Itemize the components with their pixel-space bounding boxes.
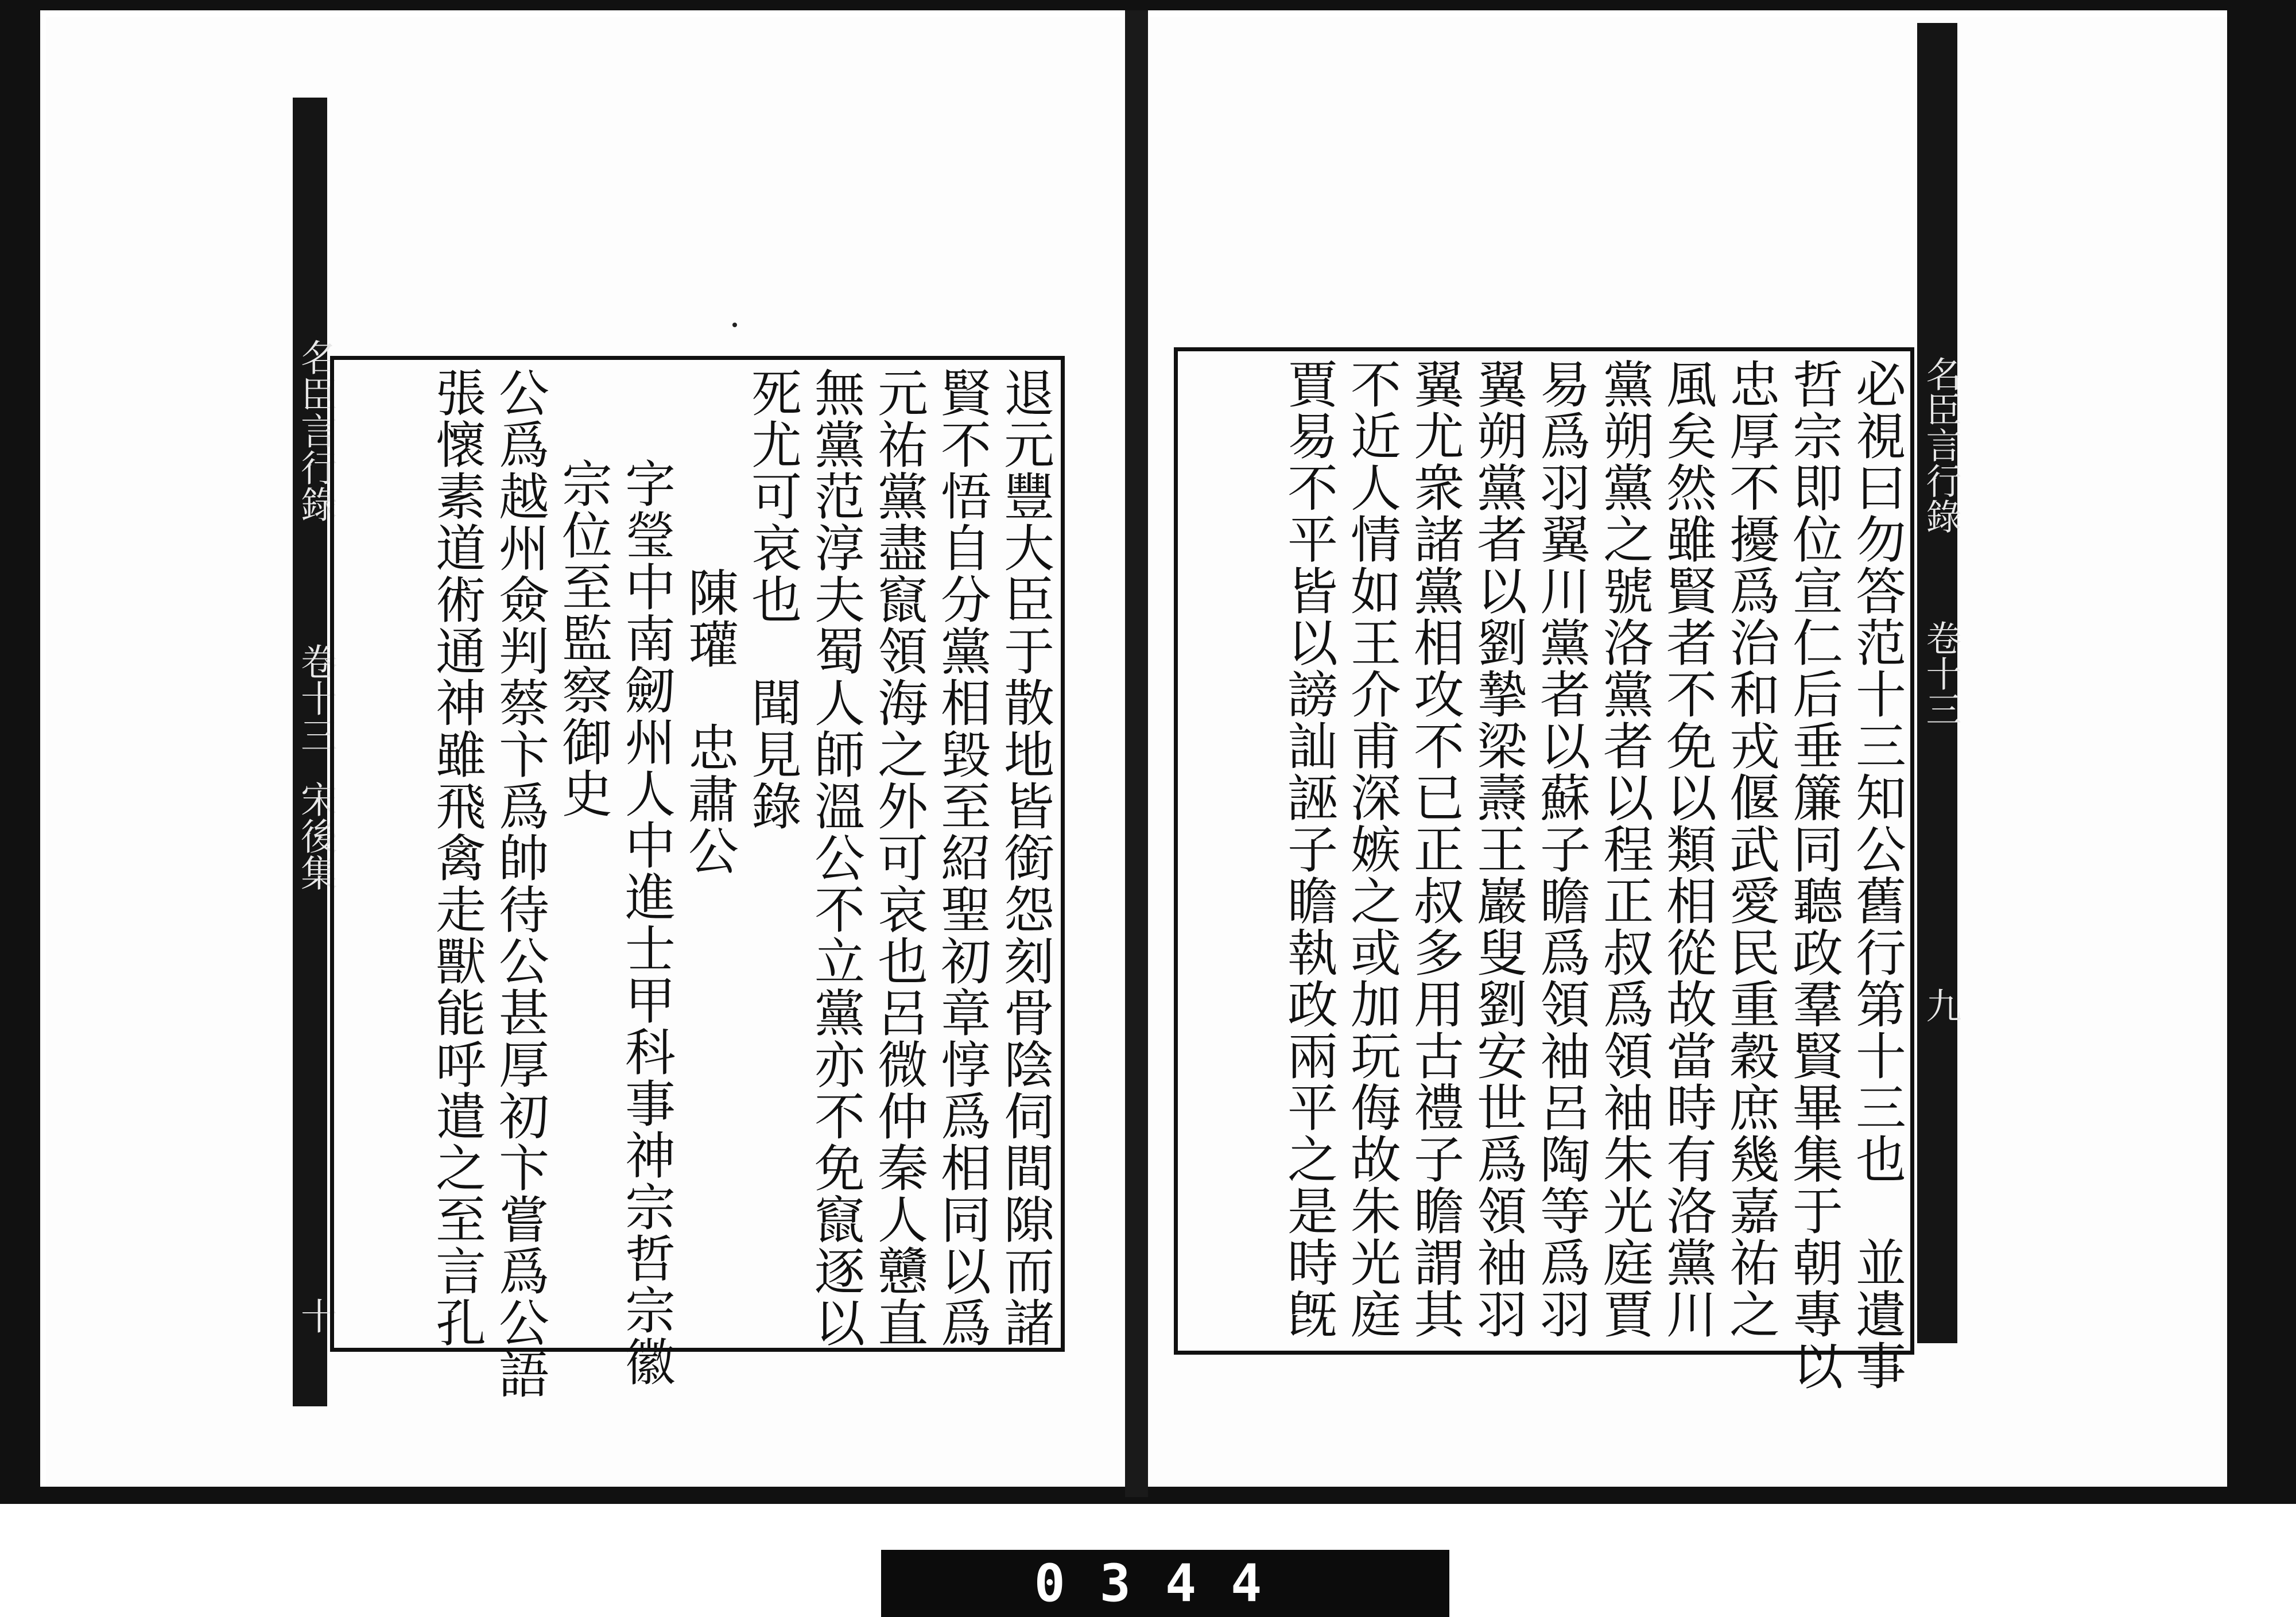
left-column-9: 公爲越州僉判蔡卞爲帥待公甚厚初卞嘗爲公語 [491, 367, 550, 1400]
frame-number-stamp [881, 1550, 1449, 1617]
scan-border-right [2227, 0, 2296, 1504]
left-column-2: 賢不悟自分黨相毀至紹聖初章惇爲相同以爲 [933, 367, 992, 1348]
right-column-8: 翼尤衆諸黨相攻不已正叔多用古禮子瞻謂其 [1406, 358, 1465, 1340]
left-column-3: 元祐黨盡竄領海之外可哀也呂微仲秦人戇直 [870, 367, 929, 1348]
right-column-9: 不近人情如王介甫深嫉之或加玩侮故朱光庭 [1343, 358, 1402, 1340]
right-column-2: 哲宗即位宣仁后垂簾同聽政羣賢畢集于朝專以 [1785, 358, 1844, 1391]
left-slug-volume: 卷十三 [294, 643, 337, 753]
right-column-3: 忠厚不擾爲治和戎偃武愛民重穀庶幾嘉祐之 [1721, 358, 1781, 1340]
left-column-1: 退元豐大臣于散地皆銜怨刻骨陰伺間隙而諸 [996, 367, 1055, 1348]
left-slug-page: 十 [294, 1297, 337, 1334]
left-column-8: 宗位至監察御史 [554, 457, 613, 819]
left-column-7: 字瑩中南劒州人中進士甲科事神宗哲宗徽 [617, 457, 676, 1387]
scan-border-bottom [0, 1487, 2296, 1504]
left-column-10: 張懷素道術通神雖飛禽走獸能呼遣之至言孔 [428, 367, 487, 1348]
right-text-columns [1271, 351, 1907, 1391]
right-slug-volume: 卷十三 [1920, 620, 1962, 727]
frame-number: 0344 [1034, 1553, 1297, 1614]
right-text-frame [1174, 347, 1914, 1391]
left-column-5: 死尤可哀也 聞見錄 [743, 367, 802, 832]
left-text-frame [330, 356, 1065, 1400]
left-column-4: 無黨范淳夫蜀人師溫公不立黨亦不免竄逐以 [806, 367, 866, 1348]
scan-border-top [0, 0, 2296, 10]
left-slug-section: 宋後集 [294, 781, 337, 891]
left-column-6-heading: 陳瓘 忠肅公 [680, 567, 739, 877]
right-slug-title: 名臣言行錄 [1920, 356, 1962, 534]
scan-border-left [0, 0, 40, 1504]
right-column-6: 易爲羽翼川黨者以蘇子瞻爲領袖呂陶等爲羽 [1532, 358, 1591, 1340]
right-column-4: 風矣然雖賢者不免以類相從故當時有洛黨川 [1658, 358, 1717, 1340]
right-column-1: 必視曰勿答范十三知公舊行第十三也 並遺事 [1848, 358, 1907, 1391]
right-column-5: 黨朔黨之號洛黨者以程正叔爲領袖朱光庭賈 [1595, 358, 1654, 1340]
ink-speck [732, 323, 737, 327]
right-column-10: 賈易不平皆以謗訕誣子瞻執政兩平之是時旣 [1279, 358, 1339, 1340]
left-slug-title: 名臣言行錄 [294, 339, 337, 522]
right-slug-page: 九 [1920, 987, 1962, 1023]
book-gutter [1125, 10, 1148, 1497]
left-text-columns [419, 360, 1055, 1400]
right-column-7: 翼朔黨者以劉摯梁燾王巖叟劉安世爲領袖羽 [1469, 358, 1528, 1340]
